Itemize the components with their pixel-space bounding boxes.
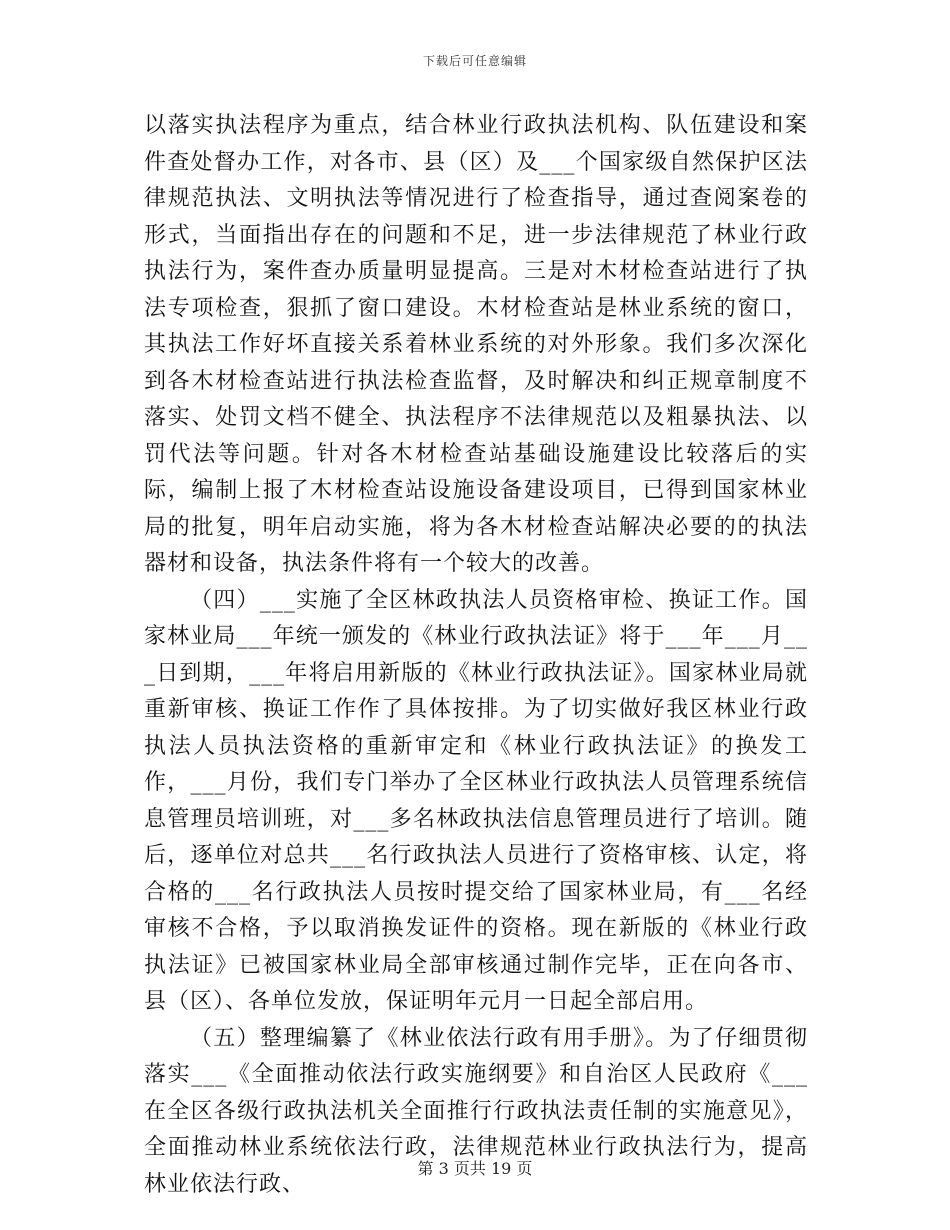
paragraph-section-4: （四）___实施了全区林政执法人员资格审检、换证工作。国家林业局___年统一颁发的《林业行政执法证》将于___年___月___日到期，___年将启用新版的《林业行政执法证》。国家林业局就重新审核、换证工作作了具体按排。为了切实做好我区林业行政执法人员执法资格的重新审定和《林业行政执法证》的换发工作，___月份，我们专门举办了全区林业行政执法人员管理系统信息管理员培训班，对___多名林政执法信息管理员进行了培训。随后，逐单位对总共___名行政执法人员进行了资格审核、认定，将合格的___名行政执法人员按时提交给了国家林业局，有___名经审核不合格，予以取消换发证件的资格。现在新版的《林业行政执法证》已被国家林业局全部审核通过制作完毕，正在向各市、县（区）、各单位发放，保证明年元月一日起全部启用。 <box>144 587 808 1014</box>
page-header: 下载后可任意编辑 <box>422 54 527 68</box>
page-footer: 第 3 页共 19 页 <box>417 1159 533 1178</box>
document-body <box>144 108 808 1203</box>
paragraph-continuation: 以落实执法程序为重点，结合林业行政执法机构、队伍建设和案件查处督办工作，对各市、县（区）及___个国家级自然保护区法律规范执法、文明执法等情况进行了检查指导，通过查阅案卷的形式，当面指出存在的问题和不足，进一步法律规范了林业行政执法行为，案件查办质量明显提高。三是对木材检查站进行了执法专项检查，狠抓了窗口建设。木材检查站是林业系统的窗口，其执法工作好坏直接关系着林业系统的对外形象。我们多次深化到各木材检查站进行执法检查监督，及时解决和纠正规章制度不落实、处罚文档不健全、执法程序不法律规范以及粗暴执法、以罚代法等问题。针对各木材检查站基础设施建设比较落后的实际，编制上报了木材检查站设施设备建设项目，已得到国家林业局的批复，明年启动实施，将为各木材检查站解决必要的的执法器材和设备，执法条件将有一个较大的改善。 <box>144 113 808 576</box>
paragraph-section-5: （五）整理编纂了《林业依法行政有用手册》。为了仔细贯彻落实___《全面推动依法行政实施纲要》和自治区人民政府《___在全区各级行政执法机关全面推行行政执法责任制的实施意见》，全面推动林业系统依法行政，法律规范林业行政执法行为，提高林业依法行政、 <box>144 1025 808 1197</box>
